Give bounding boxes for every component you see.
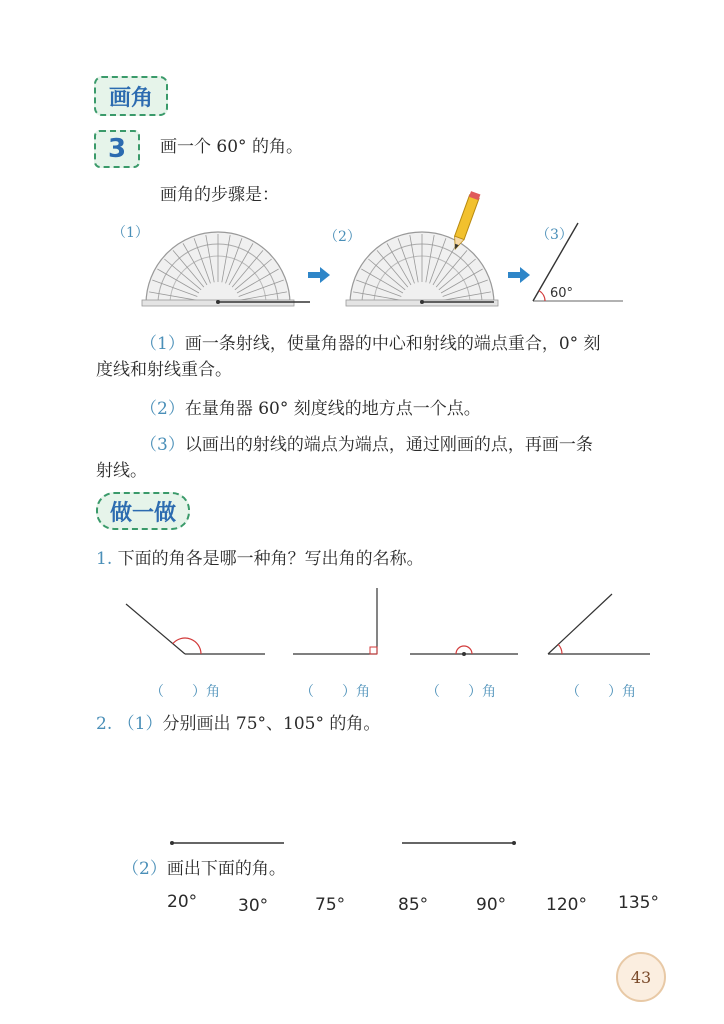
step-3-line-2: 射线。 [96, 461, 147, 481]
angle-value-90: 90° [476, 895, 507, 915]
step-1-line-1: （1）画一条射线，使量角器的中心和射线的端点重合，0° 刻 [140, 334, 601, 354]
angle-value-30: 30° [238, 896, 269, 916]
protractor-body [142, 232, 294, 306]
protractor-figure-2 [344, 176, 524, 312]
step-3-line-1: （3）以画出的射线的端点为端点，通过刚画的点，再画一条 [140, 435, 593, 455]
angle-value-75: 75° [315, 895, 346, 915]
figure-label-2: （2） [324, 229, 361, 245]
angle-label: 60° [550, 286, 574, 301]
step-1-line-2: 度线和射线重合。 [96, 360, 232, 380]
figure-label-3: （3） [536, 227, 573, 243]
arrow-right-icon [308, 267, 330, 283]
step-2-line-1: （2）在量角器 60° 刻度线的地方点一个点。 [140, 399, 481, 419]
q2-part2-line: （2）画出下面的角。 [122, 859, 286, 879]
arrow-right-icon [508, 267, 530, 283]
acute-angle [548, 594, 650, 654]
protractor-body [346, 232, 498, 306]
angle-arc [539, 291, 545, 301]
section-title: 画角 [108, 84, 153, 111]
practice-title: 做一做 [109, 499, 176, 526]
practice-title-tag [96, 492, 190, 530]
steps-intro: 画角的步骤是： [160, 185, 279, 205]
example-number-badge [94, 130, 140, 168]
right-angle [293, 588, 377, 654]
section-title-tag [94, 76, 168, 116]
example-number: 3 [107, 134, 127, 164]
angle-value-85: 85° [398, 895, 429, 915]
example-prompt: 画一个 60° 的角。 [160, 137, 303, 157]
page-number-badge [616, 952, 666, 1002]
answer-blank-2[interactable]: （ ）角 [300, 684, 370, 700]
answer-blank-1[interactable]: （ ）角 [150, 684, 220, 700]
pencil-icon [451, 191, 481, 251]
ray-endpoint [420, 300, 424, 304]
q2-drawing-rays [160, 836, 530, 850]
q1-angles [110, 580, 670, 670]
obtuse-angle [126, 604, 265, 654]
answer-blank-3[interactable]: （ ）角 [426, 684, 496, 700]
straight-angle [410, 646, 518, 656]
figure-label-1: （1） [112, 225, 149, 241]
angle-60-figure [528, 218, 628, 308]
ray-2 [402, 841, 516, 845]
page-number: 43 [630, 967, 652, 987]
angle-value-120: 120° [546, 895, 587, 915]
answer-blank-4[interactable]: （ ）角 [566, 684, 636, 700]
ray-1 [170, 841, 284, 845]
angle-value-135: 135° [618, 893, 659, 913]
q1-line: 1. 下面的角各是哪一种角？写出角的名称。 [96, 549, 424, 569]
q2-part1-line: 2. （1）分别画出 75°、105° 的角。 [96, 714, 381, 734]
angle-value-20: 20° [167, 892, 198, 912]
protractor-figure-1 [140, 222, 315, 312]
ray-endpoint [216, 300, 220, 304]
